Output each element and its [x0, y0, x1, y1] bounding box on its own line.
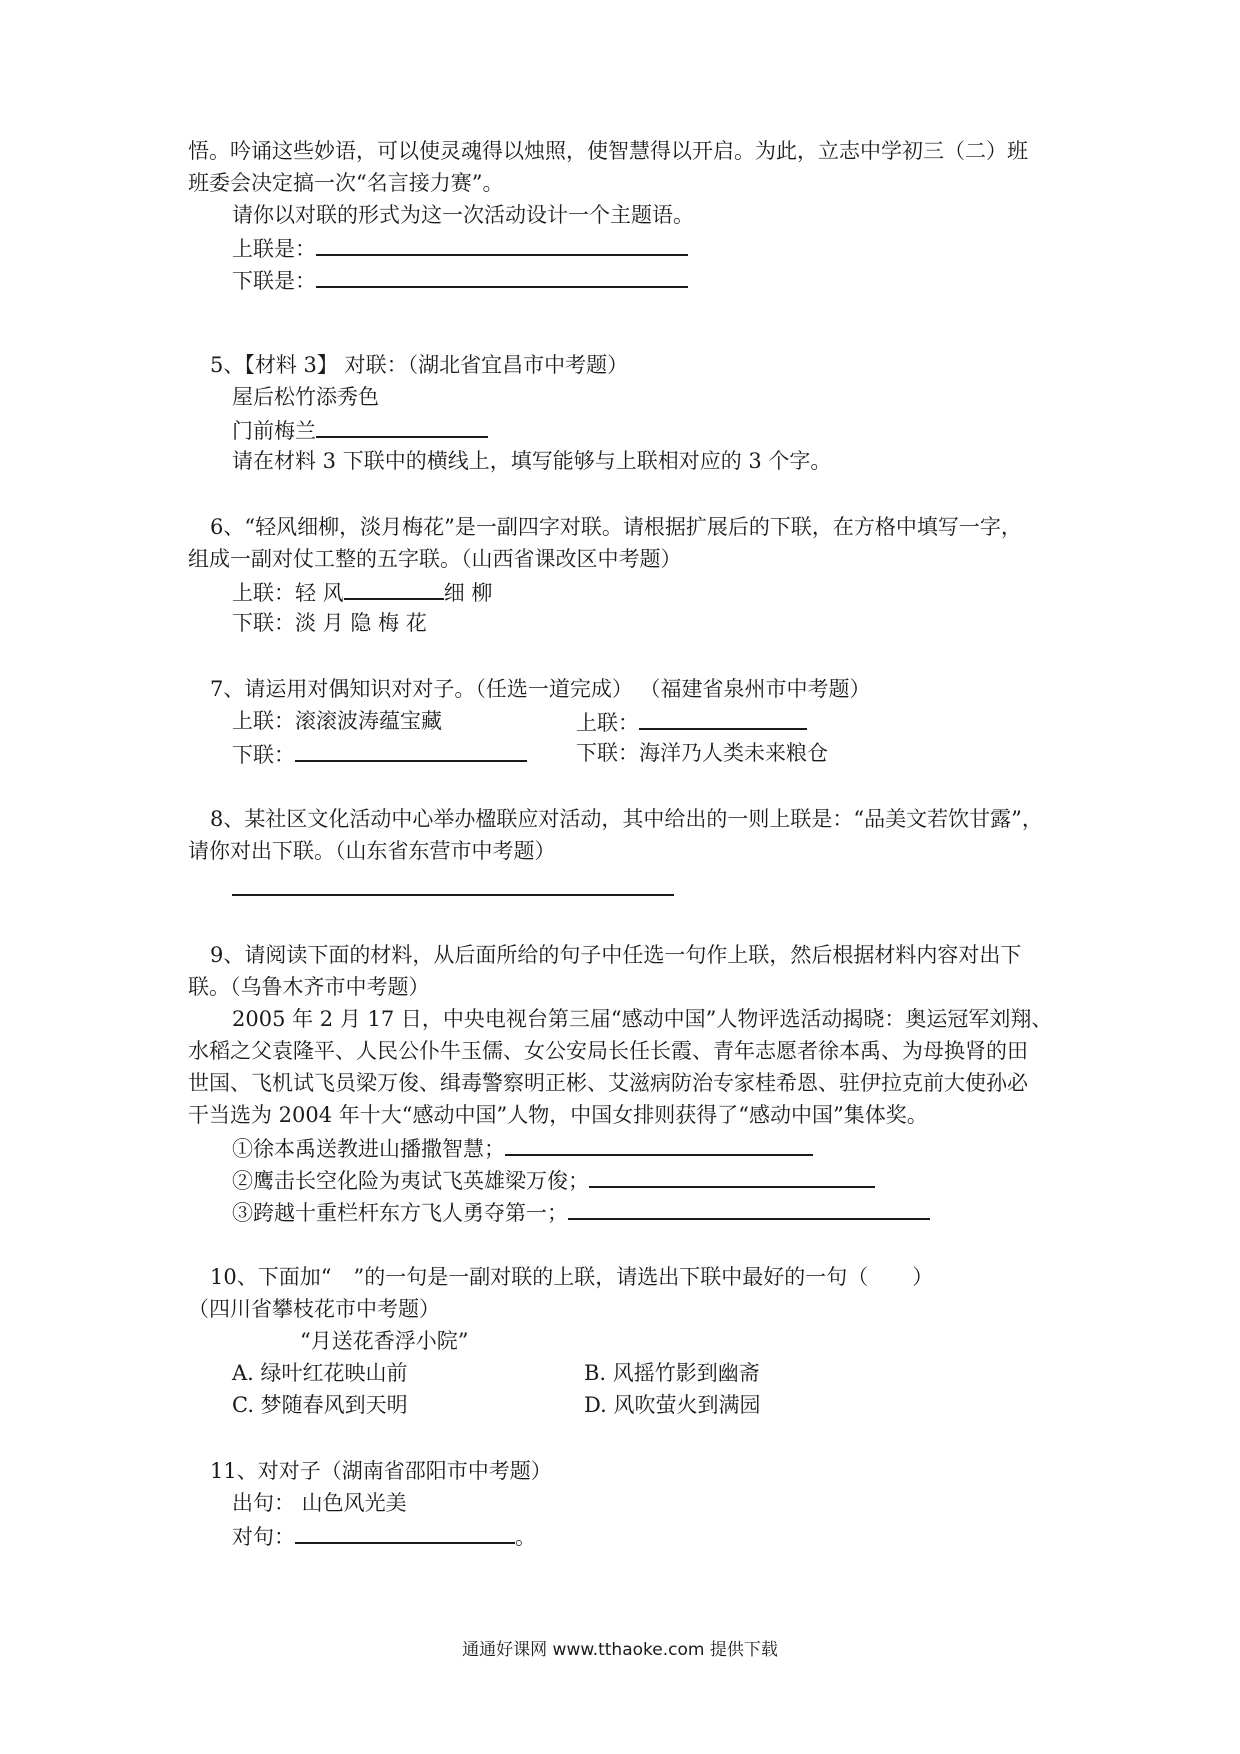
couplet-upper-label: 上联是：	[232, 237, 316, 261]
couplet-upper-row	[232, 232, 688, 264]
question-9-item-3	[232, 1196, 930, 1228]
text-fragment: ①徐本禹送教进山播撒智慧；	[232, 1137, 505, 1161]
question-10-heading	[210, 1262, 933, 1292]
text-fragment: 门前梅兰	[232, 419, 316, 443]
text-fragment: 下联：	[232, 743, 295, 767]
answer-blank[interactable]	[316, 232, 688, 256]
text-fragment: ②鹰击长空化险为夷试飞英雄梁万俊；	[232, 1169, 589, 1193]
question-7-heading: 7、请运用对偶知识对对子。（任选一道完成） （福建省泉州市中考题）	[210, 677, 871, 701]
question-11-answer-row	[232, 1520, 536, 1552]
answer-blank[interactable]	[505, 1132, 813, 1156]
text-line: 组成一副对仗工整的五字联。（山西省课改区中考题）	[188, 547, 682, 571]
text-line: 干当选为 2004 年十大“感动中国”人物，中国女排则获得了“感动中国”集体奖。	[188, 1103, 928, 1127]
text-line: 下联：淡 月 隐 梅 花	[232, 611, 427, 635]
answer-blank[interactable]	[232, 872, 674, 896]
question-5-blank-row	[232, 414, 488, 446]
page-footer: 通通好课网 www.tthaoke.com 提供下载	[462, 1640, 778, 1660]
text-fragment: 上联：轻 风	[232, 581, 344, 605]
question-9-heading: 9、请阅读下面的材料，从后面所给的句子中任选一句作上联，然后根据材料内容对出下	[210, 943, 1022, 967]
text-fragment: 上联：	[576, 711, 639, 735]
question-5-heading: 5、【材料 3】 对联：（湖北省宜昌市中考题）	[210, 353, 629, 377]
text-line: 悟。吟诵这些妙语，可以使灵魂得以烛照，使智慧得以开启。为此，立志中学初三（二）班	[188, 139, 1028, 163]
couplet-lower-row	[232, 264, 688, 296]
text-fragment: ）	[912, 1265, 934, 1289]
answer-blank[interactable]	[639, 706, 807, 730]
answer-blank[interactable]	[316, 264, 688, 288]
answer-blank[interactable]	[295, 1520, 515, 1544]
text-line: 请在材料 3 下联中的横线上，填写能够与上联相对应的 3 个字。	[232, 449, 832, 473]
text-line: 世国、飞机试飞员梁万俊、缉毒警察明正彬、艾滋病防治专家桂希恩、驻伊拉克前大使孙必	[188, 1071, 1028, 1095]
text-line: 联。（乌鲁木齐市中考题）	[188, 975, 430, 999]
text-fragment: 10、下面加“	[210, 1265, 332, 1289]
text-line: 请你对出下联。（山东省东营市中考题）	[188, 839, 556, 863]
question-11-heading: 11、对对子（湖南省邵阳市中考题）	[210, 1459, 552, 1483]
answer-blank[interactable]	[568, 1196, 930, 1220]
question-6-upper-row	[232, 576, 492, 608]
text-line: 下联：海洋乃人类未来粮仓	[576, 741, 828, 765]
text-line: 水稻之父袁隆平、人民公仆牛玉儒、女公安局长任长霞、青年志愿者徐本禹、为母换肾的田	[188, 1039, 1028, 1063]
question-7-left-lower-row	[232, 738, 527, 770]
answer-blank[interactable]	[316, 414, 488, 438]
question-9-item-1	[232, 1132, 813, 1164]
text-line: 屋后松竹添秀色	[232, 385, 379, 409]
text-fragment: 。	[515, 1525, 536, 1549]
text-fragment: 对句：	[232, 1525, 295, 1549]
text-line: 出句： 山色风光美	[232, 1491, 407, 1515]
text-fragment: 细 柳	[443, 581, 493, 605]
question-7-right-upper-row	[576, 706, 807, 738]
text-fragment: ③跨越十重栏杆东方飞人勇夺第一；	[232, 1201, 568, 1225]
question-9-item-2	[232, 1164, 875, 1196]
answer-blank[interactable]	[295, 738, 527, 762]
option-a: A. 绿叶红花映山前	[232, 1361, 408, 1385]
option-d: D. 风吹萤火到满园	[584, 1393, 761, 1417]
question-8-answer-row	[232, 872, 674, 904]
text-line: 2005 年 2 月 17 日，中央电视台第三届“感动中国”人物评选活动揭晓：奥运冠军刘翔、	[232, 1007, 1053, 1031]
text-line: “月送花香浮小院”	[300, 1329, 469, 1353]
question-8-heading: 8、某社区文化活动中心举办楹联应对活动，其中给出的一则上联是：“品美文若饮甘露”，	[210, 807, 1043, 831]
option-b: B. 风摇竹影到幽斋	[584, 1361, 760, 1385]
text-line: 上联：滚滚波涛蕴宝藏	[232, 709, 442, 733]
answer-blank[interactable]	[589, 1164, 875, 1188]
text-line: 班委会决定搞一次“名言接力赛”。	[188, 171, 504, 195]
option-c: C. 梦随春风到天明	[232, 1393, 408, 1417]
text-line: 请你以对联的形式为这一次活动设计一个主题语。	[232, 203, 694, 227]
question-6-heading: 6、“轻风细柳，淡月梅花”是一副四字对联。请根据扩展后的下联，在方格中填写一字，	[210, 515, 1022, 539]
text-fragment: ”的一句是一副对联的上联，请选出下联中最好的一句（	[353, 1265, 869, 1289]
answer-blank[interactable]	[344, 576, 444, 600]
text-line: （四川省攀枝花市中考题）	[188, 1297, 440, 1321]
couplet-lower-label: 下联是：	[232, 269, 316, 293]
